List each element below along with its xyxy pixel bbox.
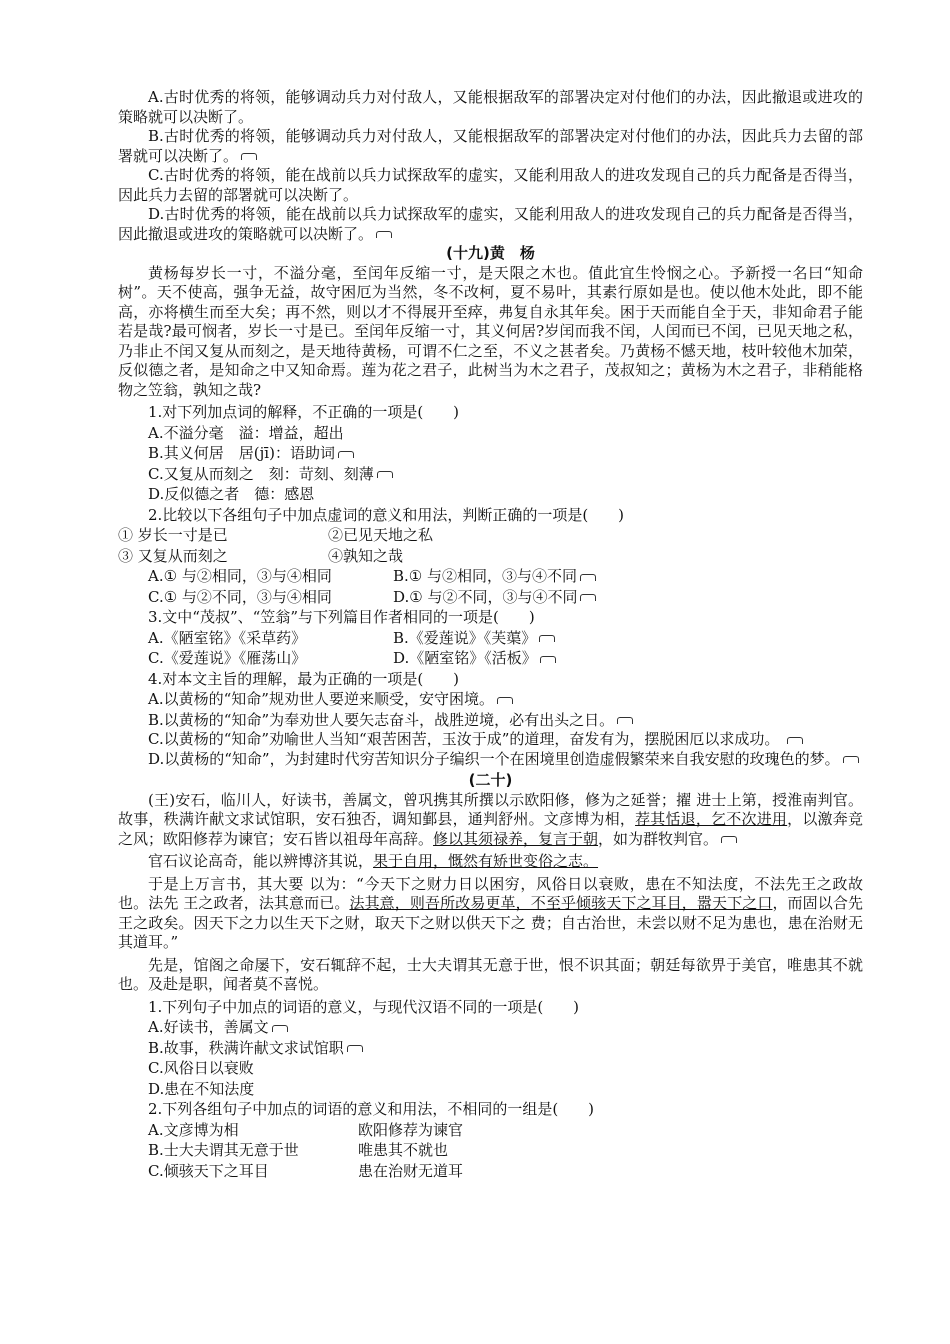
answer-mark-icon: [338, 451, 354, 458]
answer-mark-icon: [580, 594, 596, 601]
s19-q2-option: A.① 与②相同，③与④相同: [148, 567, 332, 585]
s19-q2-item: ②已见天地之私: [328, 526, 434, 544]
s20-q1-option-b: B.故事，秩满许献文求试馆职: [118, 1038, 863, 1059]
s19-q2-option-row: [118, 566, 863, 587]
s19-q2-option-row: [118, 587, 863, 608]
s19-q3-option: A.《陋室铭》《采草药》: [148, 628, 307, 647]
s19-q1-option-b: B.其义何居 居(jī)：语助词: [118, 443, 863, 464]
s20-q1-option-d: D.患在不知法度: [148, 1079, 255, 1098]
answer-mark-icon: [376, 231, 392, 238]
s20-q2-item: C.倾骇天下之耳目: [148, 1161, 269, 1180]
s19-q2-option: C.① 与②不同，③与④相同: [148, 587, 332, 606]
s19-question-1: 1.对下列加点词的解释，不正确的一项是( ): [148, 403, 460, 421]
section-20-paragraph-1: (王)安石，临川人，好读书，善属文，曾巩携其所撰以示欧阳修，修为之延誉；擢 进士上第，授淮南判官。故事，秩满许献文求试馆职，安石独否，调知鄞县，通判舒州。文彦博为相，荐其恬退，乞不次进用，以激奔竞之风；欧阳修荐为谏官；安石皆以祖母年高辞。修以其须禄养，复言于朝，如为群牧判官。: [118, 790, 863, 848]
s19-q4-option-d: D.以黄杨的“知命”，为封建时代穷苦知识分子编织一个在困境里创造虚假繁荣来自我安慰的玫瑰色的梦。: [118, 750, 863, 770]
q18-option-c: C.古时优秀的将领，能在战前以兵力试探敌军的虚实，又能利用敌人的进攻发现自己的兵力配备是否得当，因此兵力去留的部署就可以决断了。: [118, 166, 863, 204]
section-19-title: (十九)黄 杨: [446, 244, 535, 262]
answer-mark-icon: [272, 1025, 288, 1032]
q18-option-d: D.古时优秀的将领，能在战前以兵力试探敌军的虚实，又能利用敌人的进攻发现自己的兵力配备是否得当，因此撤退或进攻的策略就可以决断了。: [118, 205, 863, 243]
s20-q2-item: B.士大夫谓其无意于世: [148, 1141, 299, 1159]
s19-q1-option-c: C.又复从而刻之 刻：苛刻、刻薄: [118, 464, 863, 485]
s20-question-2: 2.下列各组句子中加点的词语的意义和用法，不相同的一组是( ): [148, 1100, 595, 1118]
s20-q1-option-a: A.好读书，善属文: [118, 1017, 863, 1038]
answer-mark-icon: [497, 697, 513, 704]
section-20-paragraph-4: 先是，馆阁之命屡下，安石辄辞不起，士大夫谓其无意于世，恨不识其面；朝廷每欲畀于美官，唯患其不就也。及赴是职，闻者莫不喜悦。: [118, 955, 863, 993]
s19-q1-option-d: D.反似德之者 德：感恩: [148, 485, 315, 503]
s19-q2-item: ④孰知之哉: [328, 546, 404, 565]
section-20-paragraph-2: 官石议论高奇，能以辨博济其说，果于自用，慨然有矫世变俗之志。: [148, 852, 599, 870]
s19-q2-option: B.① 与②相同，③与④不同: [393, 566, 596, 587]
answer-mark-icon: [539, 635, 555, 642]
answer-mark-icon: [617, 717, 633, 724]
answer-mark-icon: [347, 1045, 363, 1052]
s20-question-1: 1.下列句子中加点的词语的意义，与现代汉语不同的一项是( ): [148, 997, 580, 1016]
s20-q2-item: A.文彦博为相: [148, 1120, 239, 1139]
s19-q3-option-row: [118, 648, 863, 669]
s19-q2-option: D.① 与②不同，③与④不同: [393, 587, 596, 608]
section-20-paragraph-3: 于是上万言书，其大要 以为：“今天下之财力日以困穷，风俗日以衰败，患在不知法度，不法先王之政故也。法先 王之政者，法其意而已。法其意，则吾所改易更革，不至乎倾骇天下之耳目，嚣天下之口，而固以合先王之政矣。因天下之力以生天下之财，取天下之财以供天下之 费；自古治世，未尝以财不足为患也，患在治财无其道耳。”: [118, 874, 863, 951]
s19-q3-option: D.《陋室铭》《活板》: [393, 648, 556, 669]
q18-option-a: A.古时优秀的将领，能够调动兵力对付敌人，又能根据敌军的部署决定对付他们的办法，因此撤退或进攻的策略就可以决断了。: [118, 88, 863, 126]
section-20-title: (二十): [468, 771, 513, 789]
s19-q2-item: ① 岁长一寸是已: [118, 526, 228, 544]
section-19-passage: 黄杨每岁长一寸，不溢分毫，至闰年反缩一寸，是天限之木也。值此宜生怜悯之心。予新授一名曰“知命树”。天不使高，强争无益，故守困厄为当然，冬不改柯，夏不易叶，其素行原如是也。使以他木处此，即不能高，亦将横生而至大矣；再不然，则以才不得展开至瘁，弗复自永其年矣。困于天而能自全于天，非知命君子能若是哉?最可悯者，岁长一寸是已。至闰年反缩一寸，其义何居?岁闰而我不闰，人闰而已不闰，已见天地之私，乃非止不闰又复从而刻之，是天地待黄杨，可谓不仁之至，不义之甚者矣。乃黄杨不憾天地，枝叶较他木加荣，反似德之者，是知命之中又知命焉。莲为花之君子，此树当为木之君子，茂叔知之；黄杨为木之君子，非稍能格物之笠翁，孰知之哉?: [118, 263, 863, 399]
s19-q2-pair-row: [118, 546, 863, 567]
answer-mark-icon: [241, 153, 257, 160]
s20-q2-pair-row: [118, 1140, 863, 1161]
s19-question-2: 2.比较以下各组句子中加点虚词的意义和用法，判断正确的一项是( ): [148, 505, 625, 524]
s20-q1-option-c: C.风俗日以衰败: [148, 1059, 254, 1077]
s20-q2-pair-row: [118, 1161, 863, 1182]
s19-question-4: 4.对本文主旨的理解，最为正确的一项是( ): [148, 669, 460, 688]
s19-question-3: 3.文中“茂叔”、“笠翁”与下列篇目作者相同的一项是( ): [148, 608, 535, 626]
answer-mark-icon: [721, 836, 737, 843]
answer-mark-icon: [377, 471, 393, 478]
s19-q3-option: C.《爱莲说》《雁荡山》: [148, 649, 307, 667]
s20-q2-pair-row: [118, 1120, 863, 1141]
answer-mark-icon: [540, 656, 556, 663]
s19-q4-option-c: C.以黄杨的“知命”劝喻世人当知“艰苦困苦，玉汝于成”的道理，奋发有为，摆脱困厄以求成功。: [118, 730, 863, 750]
s19-q3-option: B.《爱莲说》《芙蕖》: [393, 628, 555, 649]
s20-q2-item: 患在治财无道耳: [358, 1161, 464, 1180]
document-page: [118, 88, 863, 1181]
s19-q4-option-a: A.以黄杨的“知命”规劝世人要逆来顺受，安守困境。: [118, 689, 863, 710]
s20-q2-item: 欧阳修荐为谏官: [358, 1120, 464, 1139]
s19-q1-option-a: A.不溢分毫 溢：增益，超出: [148, 423, 344, 442]
answer-mark-icon: [580, 574, 596, 581]
s19-q3-option-row: [118, 628, 863, 649]
s20-q2-item: 唯患其不就也: [358, 1141, 449, 1159]
answer-mark-icon: [787, 737, 803, 744]
answer-mark-icon: [843, 756, 859, 763]
s19-q4-option-b: B.以黄杨的“知命”为奉劝世人要矢志奋斗，战胜逆境，必有出头之日。: [118, 710, 863, 731]
s19-q2-pair-row: [118, 525, 863, 546]
q18-option-b: B.古时优秀的将领，能够调动兵力对付敌人，又能根据敌军的部署决定对付他们的办法，因此兵力去留的部署就可以决断了。: [118, 127, 863, 165]
s19-q2-item: ③ 又复从而刻之: [118, 546, 228, 565]
